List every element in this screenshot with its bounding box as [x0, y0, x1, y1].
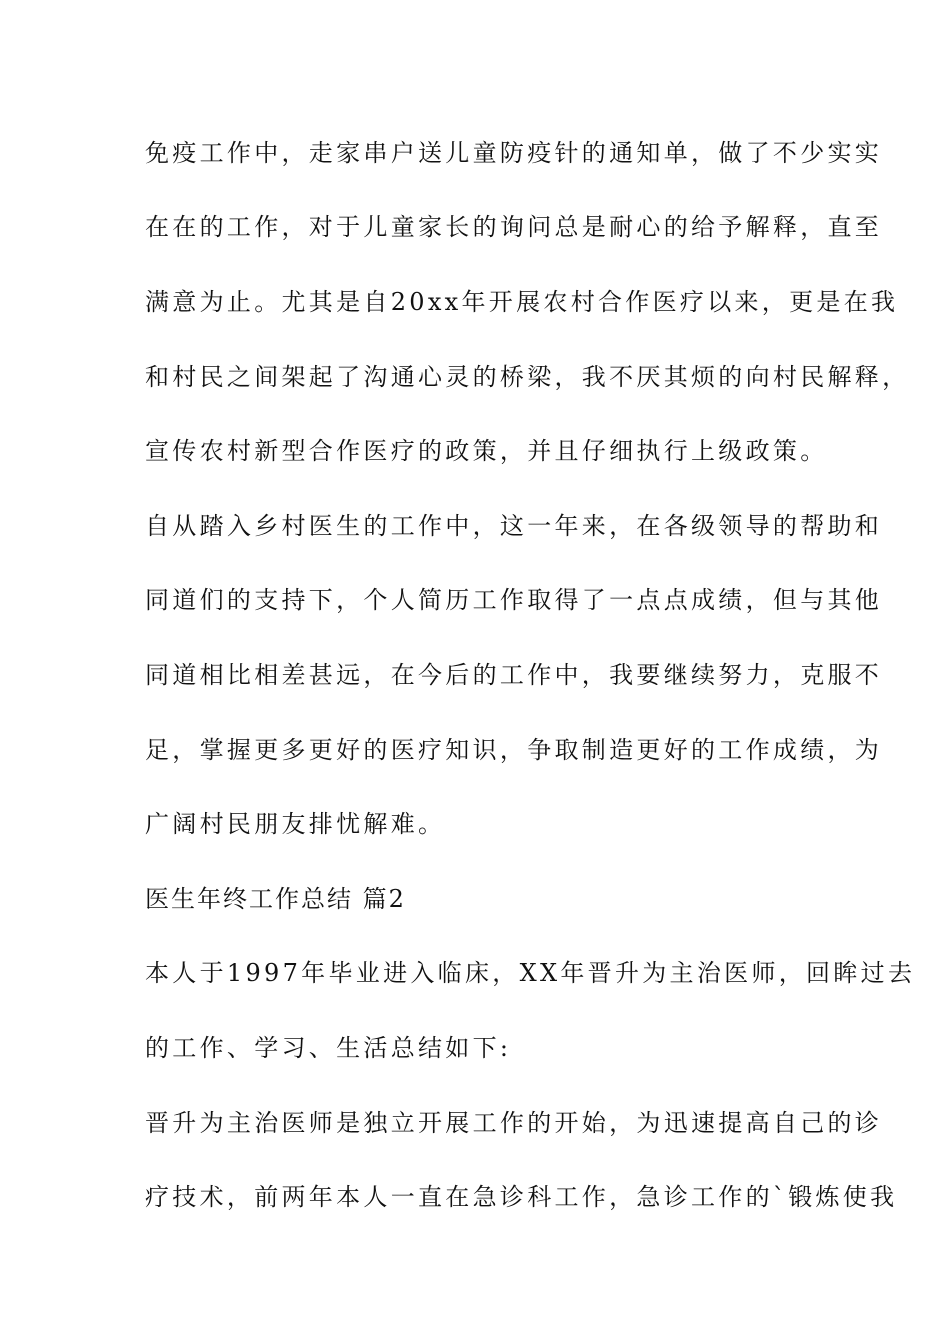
paragraph-line: 疗技术，前两年本人一直在急诊科工作，急诊工作的`锻炼使我	[145, 1183, 898, 1211]
paragraph-line: 广阔村民朋友排忧解难。	[145, 810, 446, 838]
paragraph-line: 自从踏入乡村医生的工作中，这一年来，在各级领导的帮助和	[145, 512, 883, 540]
paragraph-line: 在在的工作，对于儿童家长的询问总是耐心的给予解释，直至	[145, 213, 883, 241]
paragraph-line: 的工作、学习、生活总结如下:	[145, 1034, 512, 1062]
paragraph-line: 同道们的支持下，个人简历工作取得了一点点成绩，但与其他	[145, 586, 883, 614]
paragraph-line: 足，掌握更多更好的医疗知识，争取制造更好的工作成绩，为	[145, 736, 883, 764]
paragraph-line: 宣传农村新型合作医疗的政策，并且仔细执行上级政策。	[145, 437, 828, 465]
section-heading: 医生年终工作总结 篇2	[145, 885, 406, 913]
paragraph-line: 满意为止。尤其是自20xx年开展农村合作医疗以来，更是在我	[145, 288, 899, 316]
paragraph-line: 晋升为主治医师是独立开展工作的开始，为迅速提高自己的诊	[145, 1109, 883, 1137]
paragraph-line: 和村民之间架起了沟通心灵的桥梁，我不厌其烦的向村民解释，	[145, 363, 910, 391]
paragraph-line: 免疫工作中，走家串户送儿童防疫针的通知单，做了不少实实	[145, 139, 883, 167]
paragraph-line: 本人于1997年毕业进入临床，XX年晋升为主治医师，回眸过去	[145, 959, 916, 987]
paragraph-line: 同道相比相差甚远，在今后的工作中，我要继续努力，克服不	[145, 661, 883, 689]
